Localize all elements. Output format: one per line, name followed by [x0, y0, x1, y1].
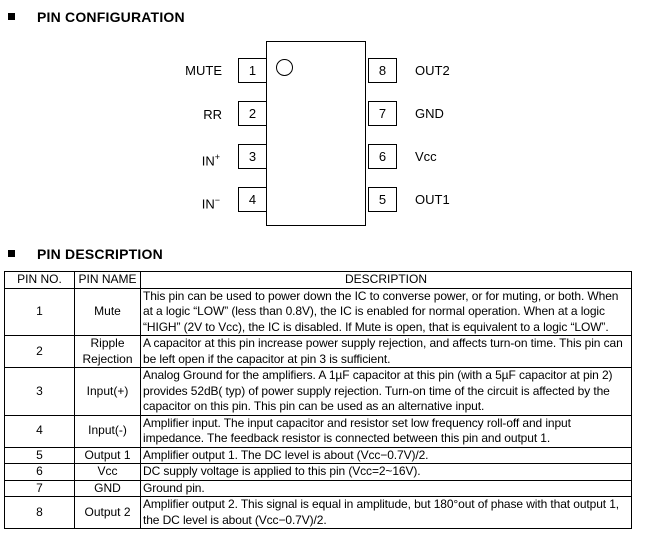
cell-pin-no: 6 [5, 464, 75, 481]
pin1-indicator-icon [276, 59, 293, 76]
table-row [5, 415, 632, 447]
pin-box-5: 5 [368, 187, 397, 212]
table-header-row [5, 272, 632, 289]
section-title-pin-description [8, 246, 163, 262]
cell-pin-name: Input(-) [75, 415, 141, 447]
cell-pin-name: Output 1 [75, 447, 141, 464]
pin-box-7: 7 [368, 101, 397, 126]
cell-description: A capacitor at this pin increase power supply rejection, and affects turn-on time. This pin can be left open if the capacitor at pin 3 is sufficient. [141, 336, 632, 368]
pin-label-in-plus: IN+ [201, 152, 220, 169]
pin-label-out1: OUT1 [415, 192, 450, 207]
cell-description: DC supply voltage is applied to this pin (Vcc=2~16V). [141, 464, 632, 481]
cell-pin-no: 5 [5, 447, 75, 464]
cell-description: Amplifier output 2. This signal is equal in amplitude, but 180°out of phase with that output 1, the DC level is about (Vcc−0.7V)/2. [141, 497, 632, 529]
header-description: DESCRIPTION [141, 272, 632, 289]
pin-label-vcc: Vcc [415, 149, 437, 164]
table-row [5, 480, 632, 497]
pin-label-in-minus: IN− [201, 195, 220, 212]
pin-description-table [4, 271, 632, 529]
header-pin-no: PIN NO. [5, 272, 75, 289]
pin-label-mute: MUTE [185, 63, 222, 78]
bullet-square-icon [8, 13, 15, 20]
cell-pin-no: 2 [5, 336, 75, 368]
pin-label-gnd: GND [415, 106, 444, 121]
pin-box-2: 2 [238, 101, 267, 126]
pin-label-out2: OUT2 [415, 63, 450, 78]
table-row [5, 447, 632, 464]
cell-pin-no: 8 [5, 497, 75, 529]
pin-box-6: 6 [368, 144, 397, 169]
cell-pin-name: Vcc [75, 464, 141, 481]
cell-pin-no: 7 [5, 480, 75, 497]
section-title-pin-configuration [8, 9, 185, 25]
cell-description: Amplifier input. The input capacitor and resistor set low frequency roll-off and input impedance. The feedback resistor is connected between this pin and output 1. [141, 415, 632, 447]
cell-description: Amplifier output 1. The DC level is about (Vcc−0.7V)/2. [141, 447, 632, 464]
pin-label-rr: RR [203, 107, 222, 122]
cell-pin-no: 1 [5, 288, 75, 336]
table-row [5, 368, 632, 416]
section-title-text: PIN DESCRIPTION [37, 246, 163, 262]
cell-pin-name: Mute [75, 288, 141, 336]
cell-pin-name: Ripple Rejection [75, 336, 141, 368]
cell-description: Analog Ground for the amplifiers. A 1µF capacitor at this pin (with a 5µF capacitor at pin 2) provides 52dB( typ) of power supply rejection. Turn-on time of the circuit is affected by the capacitor on this pin. This pin can be used as an alternative input. [141, 368, 632, 416]
header-pin-name: PIN NAME [75, 272, 141, 289]
pin-box-3: 3 [238, 144, 267, 169]
bullet-square-icon [8, 250, 15, 257]
cell-pin-no: 3 [5, 368, 75, 416]
cell-description: This pin can be used to power down the IC to converse power, or for muting, or both. When at a logic “LOW” (less than 0.8V), the IC is enabled for normal operation. When at a logic “HIGH” (2V to Vcc), the IC is disabled. If Mute is open, that is equivalent to a logic “LOW”. [141, 288, 632, 336]
pin-box-1: 1 [238, 58, 267, 83]
pin-box-8: 8 [368, 58, 397, 83]
cell-pin-no: 4 [5, 415, 75, 447]
section-title-text: PIN CONFIGURATION [37, 9, 185, 25]
cell-description: Ground pin. [141, 480, 632, 497]
cell-pin-name: Input(+) [75, 368, 141, 416]
table-row [5, 288, 632, 336]
pin-box-4: 4 [238, 187, 267, 212]
table-row [5, 497, 632, 529]
cell-pin-name: Output 2 [75, 497, 141, 529]
cell-pin-name: GND [75, 480, 141, 497]
table-row [5, 464, 632, 481]
table-row [5, 336, 632, 368]
